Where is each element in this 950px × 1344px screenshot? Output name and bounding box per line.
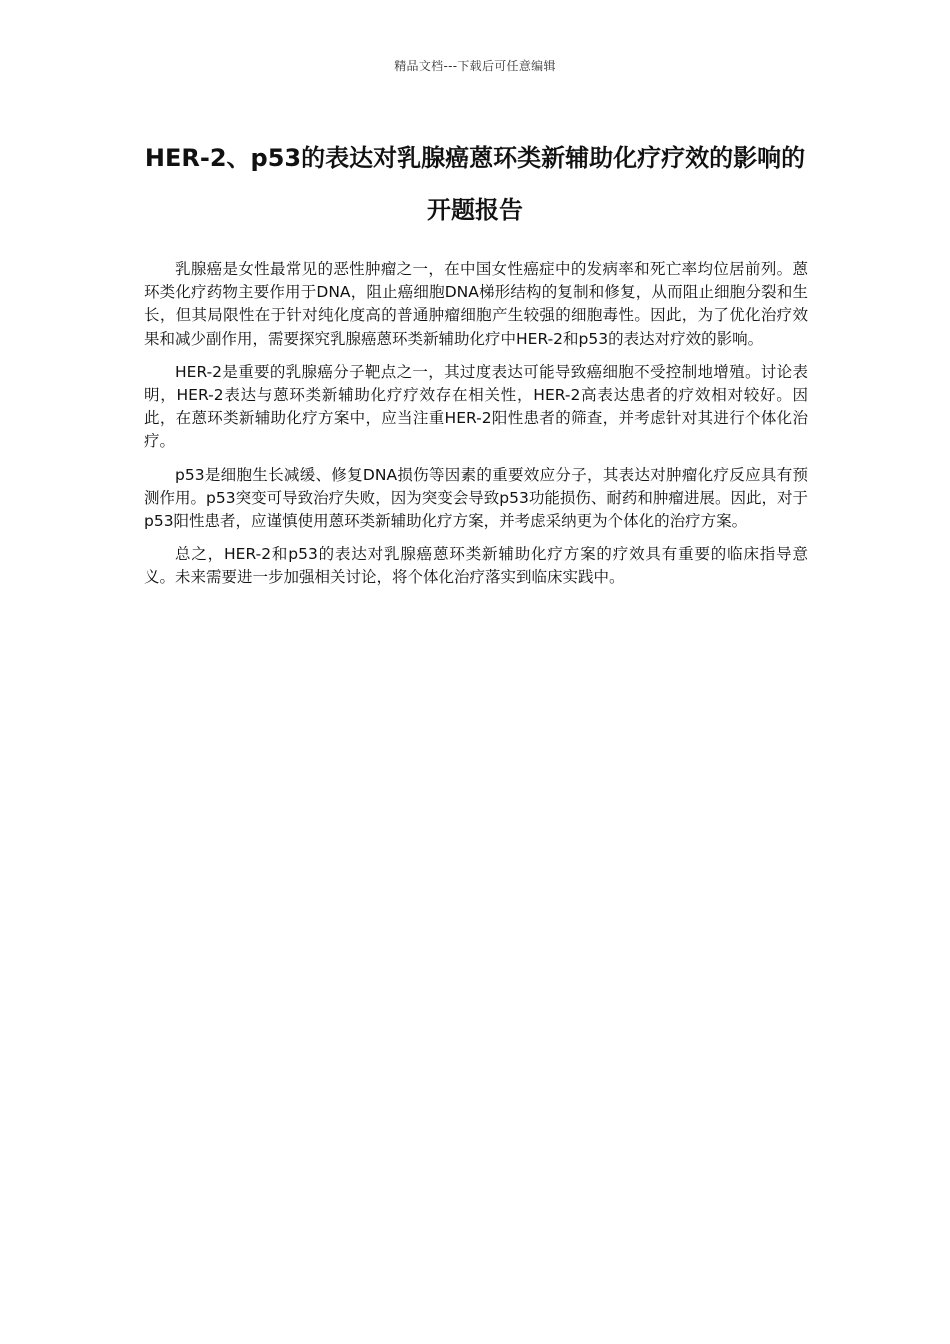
header-note: 精品文档---下载后可任意编辑	[394, 59, 556, 73]
paragraph-3: p53是细胞生长减缓、修复DNA损伤等因素的重要效应分子，其表达对肿瘤化疗反应具有预测作用。p53突变可导致治疗失败，因为突变会导致p53功能损伤、耐药和肿瘤进展。因此，对于p53阳性患者，应谨慎使用蒽环类新辅助化疗方案，并考虑采纳更为个体化的治疗方案。	[144, 465, 808, 531]
document-title: HER-2、p53的表达对乳腺癌蒽环类新辅助化疗疗效的影响的开题报告	[144, 144, 806, 224]
document-body	[144, 258, 808, 600]
paragraph-4: 总之，HER-2和p53的表达对乳腺癌蒽环类新辅助化疗方案的疗效具有重要的临床指导意义。未来需要进一步加强相关讨论，将个体化治疗落实到临床实践中。	[144, 545, 808, 587]
paragraph-1: 乳腺癌是女性最常见的恶性肿瘤之一，在中国女性癌症中的发病率和死亡率均位居前列。蒽环类化疗药物主要作用于DNA，阻止癌细胞DNA梯形结构的复制和修复，从而阻止细胞分裂和生长，但其局限性在于针对纯化度高的普通肿瘤细胞产生较强的细胞毒性。因此，为了优化治疗效果和减少副作用，需要探究乳腺癌蒽环类新辅助化疗中HER-2和p53的表达对疗效的影响。	[144, 260, 808, 348]
paragraph-2: HER-2是重要的乳腺癌分子靶点之一，其过度表达可能导致癌细胞不受控制地增殖。讨论表明，HER-2表达与蒽环类新辅助化疗疗效存在相关性，HER-2高表达患者的疗效相对较好。因此，在蒽环类新辅助化疗方案中，应当注重HER-2阳性患者的筛查，并考虑针对其进行个体化治疗。	[144, 362, 808, 451]
